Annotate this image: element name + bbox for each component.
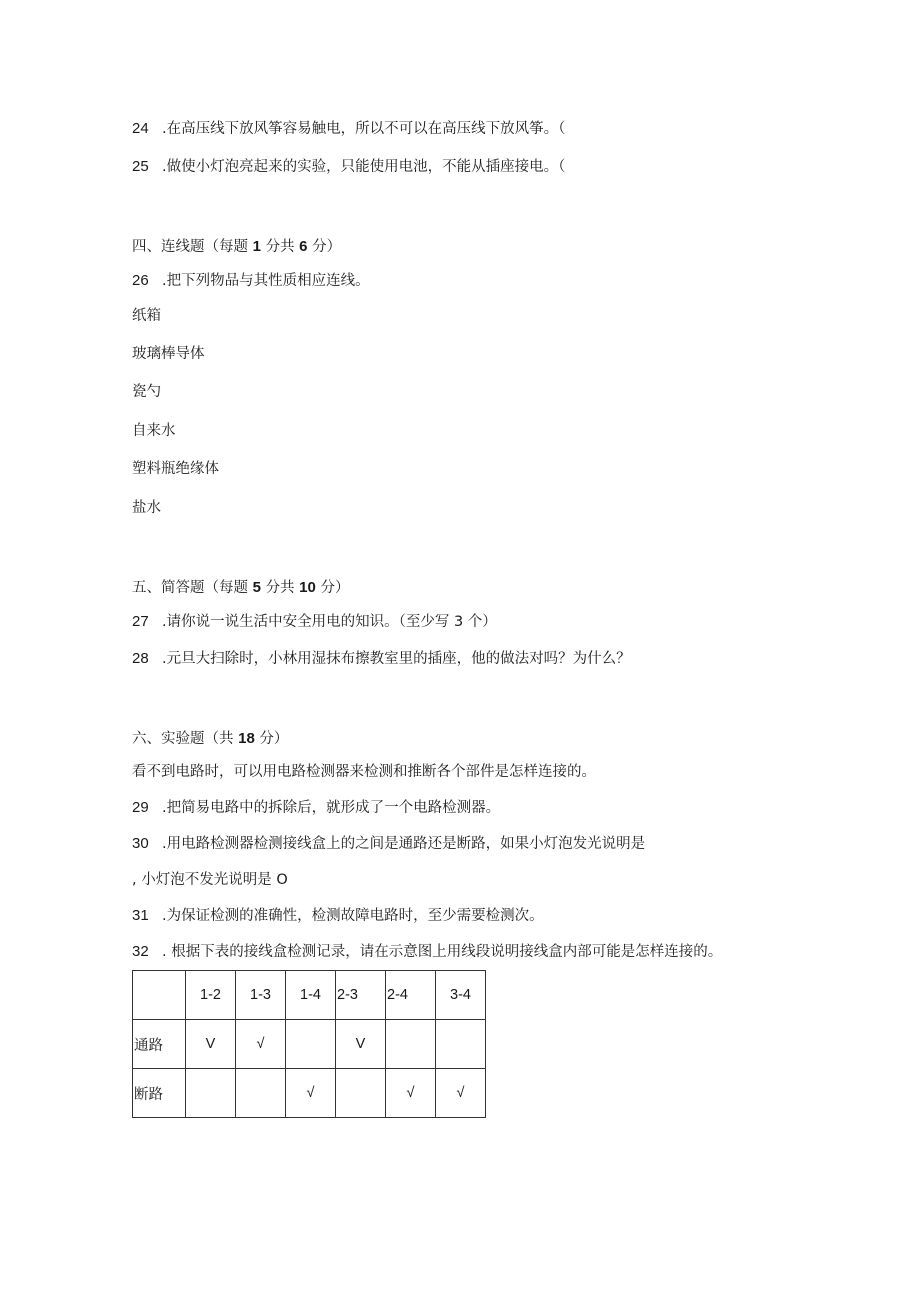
heading-mid: 分共 — [265, 239, 295, 255]
table-cell: √ — [236, 1020, 286, 1069]
section-5-heading — [132, 578, 349, 598]
question-text: .用电路检测器检测接线盒上的之间是通路还是断路，如果小灯泡发光说明是 — [162, 836, 646, 852]
question-29 — [132, 798, 500, 818]
section-6-heading — [132, 729, 288, 749]
question-text: .请你说一说生活中安全用电的知识。（至少写 3 个） — [162, 614, 497, 630]
heading-total-score: 10 — [299, 579, 316, 596]
table-cell — [436, 1020, 486, 1069]
heading-suffix: 分） — [259, 731, 289, 747]
table-cell: √ — [436, 1069, 486, 1118]
table-header-cell — [133, 971, 186, 1020]
heading-total-score: 6 — [299, 238, 308, 255]
table-row — [133, 1069, 486, 1118]
heading-mid: 分共 — [265, 580, 295, 596]
question-number: 29 — [132, 799, 149, 816]
heading-per-score: 5 — [252, 579, 261, 596]
heading-prefix: 六、实验题（共 — [132, 731, 234, 747]
table-header-cell: 3-4 — [436, 971, 486, 1020]
row-label: 断路 — [133, 1069, 186, 1118]
table-cell — [336, 1069, 386, 1118]
heading-per-score: 1 — [252, 238, 261, 255]
table-header-row — [133, 971, 486, 1020]
question-number: 31 — [132, 907, 149, 924]
question-24 — [132, 119, 565, 139]
match-option: 瓷勺 — [132, 384, 161, 400]
table-header-cell: 1-4 — [286, 971, 336, 1020]
table-cell — [386, 1020, 436, 1069]
question-text: .把简易电路中的拆除后，就形成了一个电路检测器。 — [162, 800, 501, 816]
heading-suffix: 分） — [312, 239, 342, 255]
question-number: 28 — [132, 650, 149, 667]
match-option: 塑料瓶绝缘体 — [132, 461, 219, 477]
section-4-heading — [132, 237, 341, 257]
question-text: .在高压线下放风筝容易触电，所以不可以在高压线下放风筝。（ — [162, 121, 566, 137]
heading-total-score: 18 — [238, 730, 255, 747]
question-number: 26 — [132, 272, 149, 289]
table-header-cell: 1-3 — [236, 971, 286, 1020]
heading-suffix: 分） — [320, 580, 350, 596]
table-cell — [186, 1069, 236, 1118]
question-number: 30 — [132, 835, 149, 852]
question-number: 25 — [132, 158, 149, 175]
table-header-cell: 2-3 — [336, 971, 386, 1020]
question-25 — [132, 157, 565, 177]
table-cell: √ — [386, 1069, 436, 1118]
table-cell — [286, 1020, 336, 1069]
match-option: 自来水 — [132, 423, 176, 439]
table-row — [133, 1020, 486, 1069]
table-cell: √ — [286, 1069, 336, 1118]
row-label: 通路 — [133, 1020, 186, 1069]
question-number: 27 — [132, 613, 149, 630]
question-text: .做使小灯泡亮起来的实验，只能使用电池，不能从插座接电。（ — [162, 159, 566, 175]
question-number: 24 — [132, 120, 149, 137]
question-30 — [132, 834, 645, 854]
question-31 — [132, 906, 544, 926]
junction-box-record-table — [132, 970, 486, 1118]
table-cell: V — [186, 1020, 236, 1069]
table-header-cell: 2-4 — [386, 971, 436, 1020]
table-cell — [236, 1069, 286, 1118]
question-26 — [132, 271, 370, 291]
question-text: .元旦大扫除时，小林用湿抹布擦教室里的插座，他的做法对吗？为什么？ — [162, 651, 631, 667]
heading-prefix: 四、连线题（每题 — [132, 239, 248, 255]
question-text: . 根据下表的接线盒检测记录，请在示意图上用线段说明接线盒内部可能是怎样连接的。 — [162, 944, 723, 960]
question-27 — [132, 612, 497, 632]
question-number: 32 — [132, 943, 149, 960]
experiment-intro: 看不到电路时，可以用电路检测器来检测和推断各个部件是怎样连接的。 — [132, 764, 596, 780]
table-header-cell: 1-2 — [186, 971, 236, 1020]
question-text: .把下列物品与其性质相应连线。 — [162, 273, 370, 289]
question-32 — [132, 942, 722, 962]
question-text: .为保证检测的准确性，检测故障电路时，至少需要检测次。 — [162, 908, 544, 924]
table-cell: V — [336, 1020, 386, 1069]
heading-prefix: 五、简答题（每题 — [132, 580, 248, 596]
match-option: 盐水 — [132, 500, 161, 516]
match-option: 玻璃棒导体 — [132, 346, 205, 362]
question-30-continued: , 小灯泡不发光说明是 O — [132, 872, 288, 888]
match-option: 纸箱 — [132, 308, 161, 324]
question-28 — [132, 649, 631, 669]
